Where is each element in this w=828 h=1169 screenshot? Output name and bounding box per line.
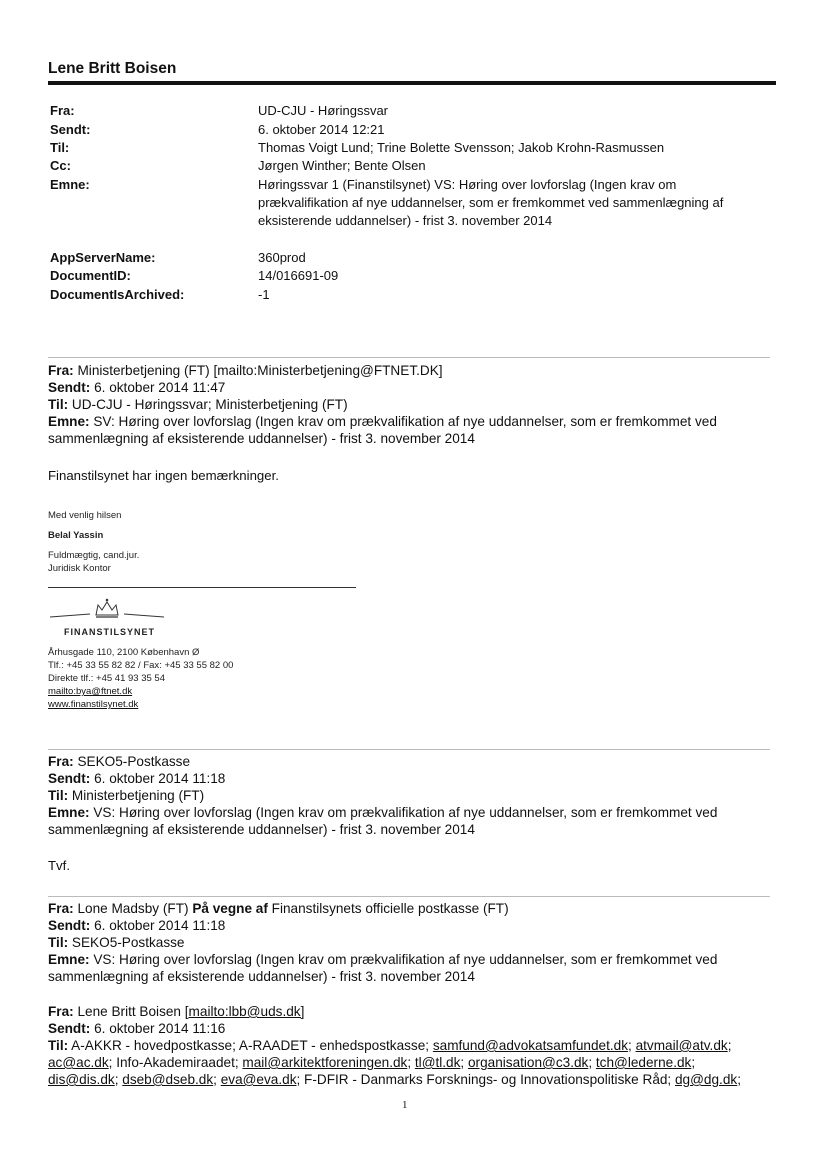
signature-phone: Tlf.: +45 33 55 82 82 / Fax: +45 33 55 82 00 — [48, 660, 234, 671]
msg2-sent: Sendt: 6. oktober 2014 11:18 — [48, 771, 226, 786]
message-divider — [48, 896, 770, 897]
message-divider — [48, 749, 770, 750]
header-sent-label: Sendt: — [50, 122, 91, 137]
meta-appserver-label: AppServerName: — [50, 250, 156, 265]
header-to-value: Thomas Voigt Lund; Trine Bolette Svensson; Jakob Krohn-Rasmussen — [258, 140, 665, 155]
document-owner: Lene Britt Boisen — [48, 60, 177, 77]
header-subject-line-3: eksisterende uddannelser) - frist 3. november 2014 — [258, 213, 553, 228]
email-link[interactable]: tch@lederne.dk — [595, 1055, 692, 1070]
msg4-to-line-2: ac@ac.dk; Info-Akademiraadet; mail@arkitektforeningen.dk; tl@tl.dk; organisation@c3.dk; tch@lederne.dk; — [48, 1055, 696, 1070]
msg4-to-line-3: dis@dis.dk; dseb@dseb.dk; eva@eva.dk; F-DFIR - Danmarks Forsknings- og Innovationspolitiske Råd; dg@dg.dk; — [48, 1072, 741, 1087]
header-subject-line-1: Høringssvar 1 (Finanstilsynet) VS: Høring over lovforslag (Ingen krav om — [258, 177, 677, 192]
msg1-to: Til: UD-CJU - Høringssvar; Ministerbetjening (FT) — [48, 397, 348, 412]
msg2-to: Til: Ministerbetjening (FT) — [48, 788, 205, 803]
email-link[interactable]: dg@dg.dk — [675, 1072, 738, 1087]
msg1-body: Finanstilsynet har ingen bemærkninger. — [48, 468, 279, 483]
email-link[interactable]: atvmail@atv.dk — [635, 1038, 728, 1053]
page-number: 1 — [402, 1099, 408, 1111]
signature-address: Århusgade 110, 2100 København Ø — [48, 647, 200, 658]
email-link[interactable]: samfund@advokatsamfundet.dk — [432, 1038, 629, 1053]
msg1-subject: Emne: SV: Høring over lovforslag (Ingen krav om prækvalifikation af nye uddannelser, som er fremkommet ved — [48, 414, 717, 429]
header-cc-label: Cc: — [50, 158, 71, 173]
msg1-subject-line-2: sammenlægning af eksisterende uddannelser) - frist 3. november 2014 — [48, 431, 475, 446]
msg2-subject-line-2: sammenlægning af eksisterende uddannelser) - frist 3. november 2014 — [48, 822, 475, 837]
message-divider — [48, 357, 770, 358]
signature-greeting: Med venlig hilsen — [48, 510, 122, 521]
msg4-from-mailto-link[interactable]: [mailto:lbb@uds.dk] — [184, 1004, 305, 1019]
meta-documentid-value: 14/016691-09 — [258, 268, 339, 283]
header-subject-line-2: prækvalifikation af nye uddannelser, som er fremkommet ved sammenlægning af — [258, 195, 724, 210]
meta-documentid-label: DocumentID: — [50, 268, 131, 283]
header-from-value: UD-CJU - Høringssvar — [258, 103, 388, 118]
msg3-to: Til: SEKO5-Postkasse — [48, 935, 185, 950]
msg4-to: Til: A-AKKR - hovedpostkasse; A-RAADET - enhedspostkasse; samfund@advokatsamfundet.dk; atvmail@atv.dk; — [48, 1038, 732, 1053]
email-link[interactable]: ac@ac.dk — [48, 1055, 109, 1070]
meta-archived-value: -1 — [258, 287, 270, 302]
signature-mailto-link[interactable]: mailto:bya@ftnet.dk — [48, 686, 133, 697]
msg3-from: Fra: Lone Madsby (FT) På vegne af Finanstilsynets officielle postkasse (FT) — [48, 901, 509, 916]
msg4-from: Fra: Lene Britt Boisen [mailto:lbb@uds.dk] — [48, 1004, 305, 1019]
email-link[interactable]: dseb@dseb.dk — [122, 1072, 214, 1087]
msg3-sent: Sendt: 6. oktober 2014 11:18 — [48, 918, 226, 933]
signature-department: Juridisk Kontor — [48, 563, 111, 574]
msg1-sent: Sendt: 6. oktober 2014 11:47 — [48, 380, 226, 395]
email-link[interactable]: mail@arkitektforeningen.dk — [242, 1055, 408, 1070]
email-link[interactable]: dis@dis.dk — [48, 1072, 115, 1087]
signature-name: Belal Yassin — [48, 530, 104, 541]
header-to-label: Til: — [50, 140, 70, 155]
signature-web-link[interactable]: www.finanstilsynet.dk — [48, 699, 139, 710]
signature-title: Fuldmægtig, cand.jur. — [48, 550, 140, 561]
email-link[interactable]: organisation@c3.dk — [467, 1055, 589, 1070]
header-subject-label: Emne: — [50, 177, 90, 192]
meta-appserver-value: 360prod — [258, 250, 306, 265]
header-from-label: Fra: — [50, 103, 75, 118]
msg2-subject: Emne: VS: Høring over lovforslag (Ingen krav om prækvalifikation af nye uddannelser, som er fremkommet ved — [48, 805, 718, 820]
msg1-from: Fra: Ministerbetjening (FT) [mailto:Ministerbetjening@FTNET.DK] — [48, 363, 443, 378]
msg4-sent: Sendt: 6. oktober 2014 11:16 — [48, 1021, 226, 1036]
meta-archived-label: DocumentIsArchived: — [50, 287, 185, 302]
header-cc-value: Jørgen Winther; Bente Olsen — [258, 158, 426, 173]
signature-divider — [48, 587, 356, 588]
email-link[interactable]: tl@tl.dk — [414, 1055, 461, 1070]
signature-direct-phone: Direkte tlf.: +45 41 93 35 54 — [48, 673, 165, 684]
finanstilsynet-logo-text: FINANSTILSYNET — [64, 627, 156, 637]
msg2-body: Tvf. — [48, 858, 70, 873]
msg3-subject-line-2: sammenlægning af eksisterende uddannelser) - frist 3. november 2014 — [48, 969, 475, 984]
owner-divider — [48, 81, 776, 85]
header-sent-value: 6. oktober 2014 12:21 — [258, 122, 385, 137]
email-link[interactable]: eva@eva.dk — [220, 1072, 297, 1087]
msg2-from: Fra: SEKO5-Postkasse — [48, 754, 191, 769]
msg3-subject: Emne: VS: Høring over lovforslag (Ingen krav om prækvalifikation af nye uddannelser, som er fremkommet ved — [48, 952, 718, 967]
